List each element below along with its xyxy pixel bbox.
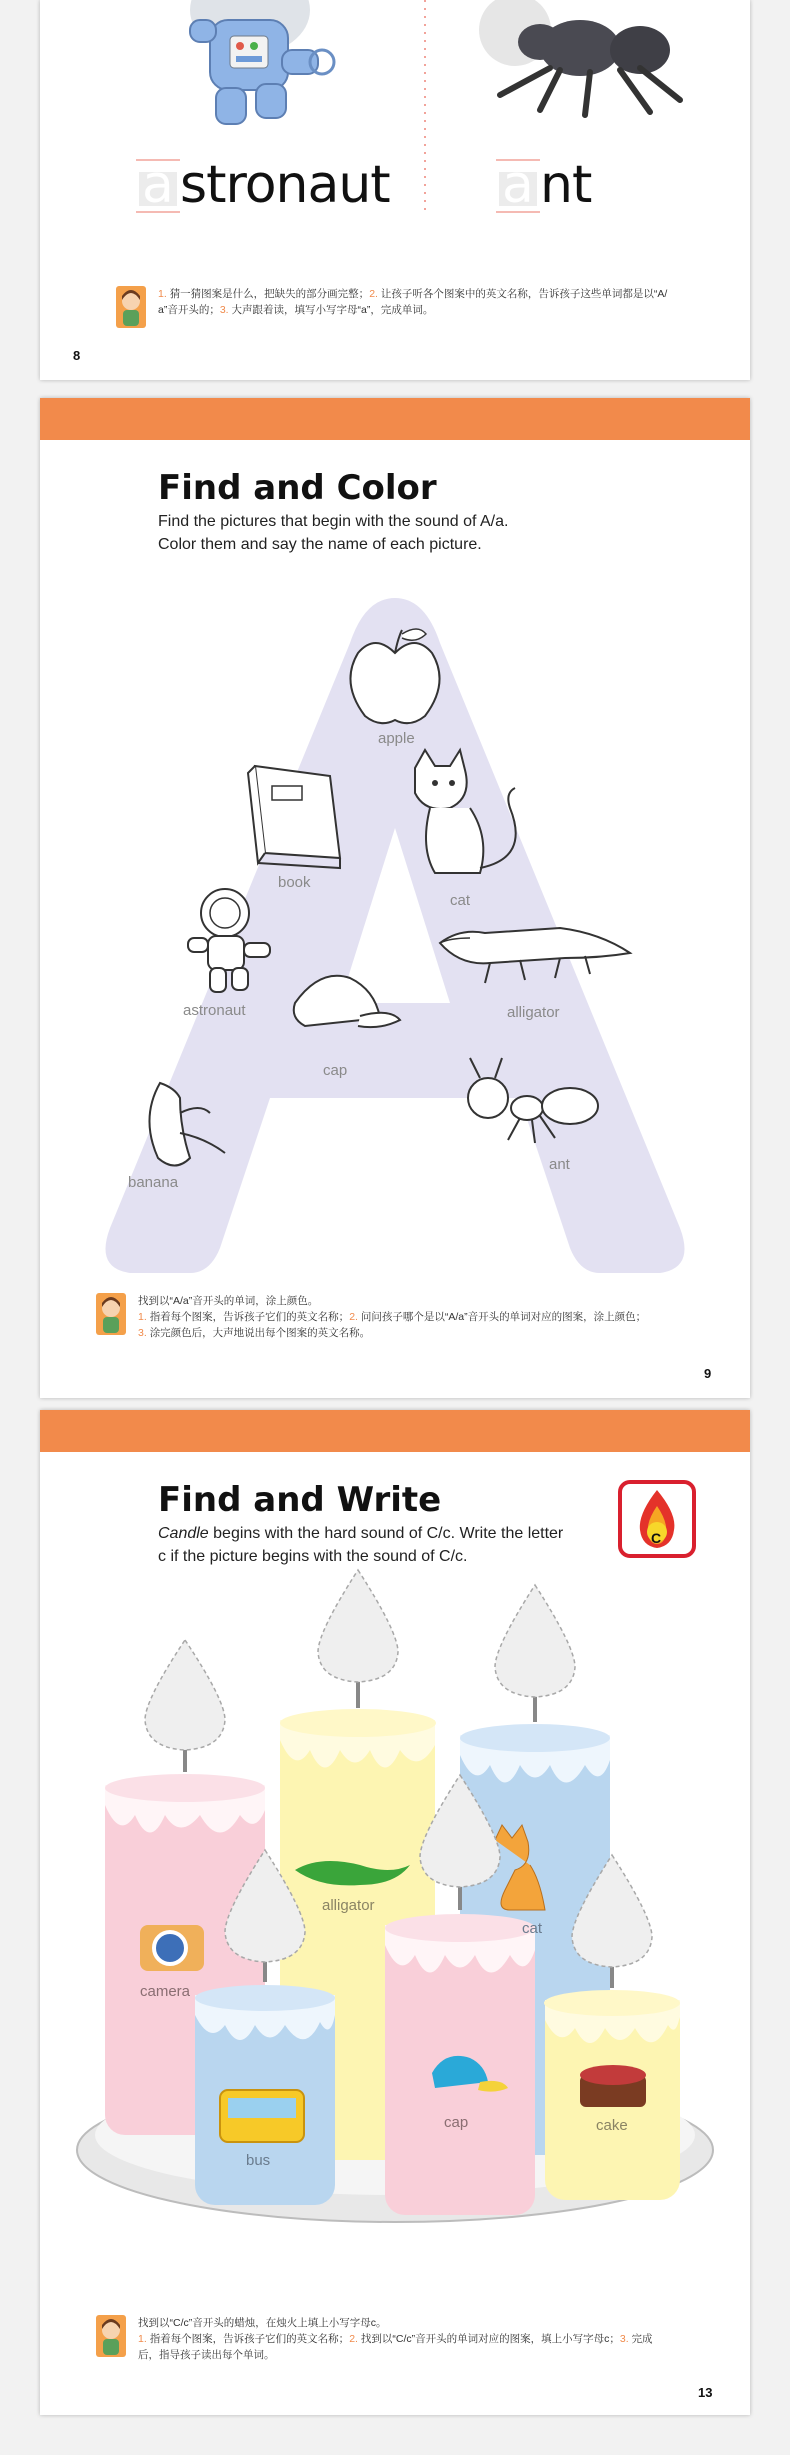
label-book: book [278, 874, 311, 891]
page-13 [40, 1410, 750, 2415]
page-title: Find and Color [158, 468, 437, 508]
label-cap: cap [323, 1062, 348, 1079]
page-8-note: 1. 猜一猜图案是什么，把缺失的部分画完整；2. 让孩子听各个图案中的英文名称，告诉孩子这些单词都是以“A/ a”音开头的；3. 大声跟着读，填写小写字母“a”，完成单词。 [158, 288, 668, 316]
instructions: Candle begins with the hard sound of C/c. Write the letter c if the picture begins with the sound of C/c. [158, 1525, 564, 1565]
label-apple: apple [378, 730, 415, 747]
label-cap: cap [444, 2114, 469, 2131]
label-cat: cat [522, 1920, 543, 1937]
teacher-avatar-icon [96, 1293, 126, 1335]
book-illustration [248, 766, 340, 868]
ant-illustration [479, 0, 680, 115]
flame-blank-camera [145, 1640, 225, 1750]
label-cat: cat [450, 892, 471, 909]
page-title: Find and Write [158, 1480, 442, 1520]
label-cake: cake [596, 2117, 628, 2134]
astronaut-illustration [190, 0, 334, 124]
page-number-9: 9 [704, 1366, 712, 1381]
flame-blank-alligator [318, 1570, 398, 1682]
candle-cap [385, 1882, 535, 2215]
word-ant-blank: a [502, 155, 533, 215]
page-9 [40, 398, 750, 1398]
page-number-8: 8 [73, 348, 81, 363]
label-alligator: alligator [507, 1004, 560, 1021]
word-astronaut-blank: a [142, 155, 173, 215]
label-ant: ant [549, 1156, 570, 1173]
page-9-note: 找到以“A/a”音开头的单词，涂上颜色。 1. 指着每个图案，告诉孩子它们的英文名称；2. 问问孩子哪个是以“A/a”音开头的单词对应的图案，涂上颜色； 3. 涂完颜色后，大声地说出每个图案的英文名称。 [138, 1295, 647, 1339]
instructions: Find the pictures that begin with the sound of A/a. Color them and say the name of each picture. [158, 513, 509, 553]
word-astronaut: stronaut [180, 155, 390, 215]
candles-scene [40, 1410, 750, 2415]
candle-cake [544, 1960, 680, 2200]
flame-blank-cat [495, 1585, 575, 1697]
page-13-note: 找到以“C/c”音开头的蜡烛，在烛火上填上小写字母c。 1. 指着每个图案，告诉孩子它们的英文名称；2. 找到以“C/c”音开头的单词对应的图案，填上小写字母c；3. 完成 后，指导孩子读出每个单词。 [138, 2317, 653, 2361]
label-banana: banana [128, 1174, 179, 1191]
page-number-13: 13 [698, 2385, 713, 2400]
letter-a-scene [40, 398, 750, 1398]
label-bus: bus [246, 2152, 271, 2169]
teacher-avatar-icon [116, 286, 146, 328]
page-8 [40, 0, 750, 380]
teacher-avatar-icon [96, 2315, 126, 2357]
word-ant: nt [540, 155, 592, 215]
label-astronaut: astronaut [183, 1002, 246, 1019]
label-camera: camera [140, 1983, 191, 2000]
label-alligator: alligator [322, 1897, 375, 1914]
badge-letter: C [651, 1530, 662, 1546]
